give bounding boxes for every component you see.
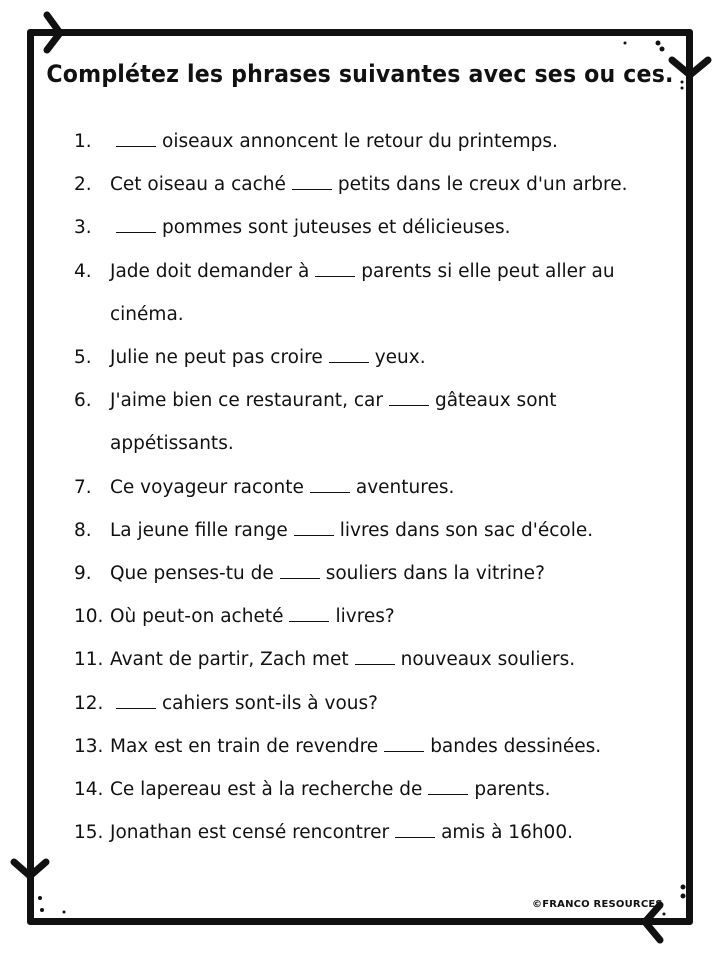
sentence-after: amis à 16h00. <box>441 822 573 844</box>
item-sentence <box>110 120 654 163</box>
answer-blank[interactable] <box>395 823 435 838</box>
item-sentence <box>110 638 654 681</box>
sentence-before: Avant de partir, Zach met <box>110 649 349 671</box>
item-number: 4. <box>74 260 92 282</box>
exercise-item <box>74 638 654 681</box>
sentence-after: oiseaux annoncent le retour du printemps. <box>162 131 558 152</box>
item-sentence <box>110 811 654 854</box>
answer-blank[interactable] <box>116 132 156 147</box>
exercise-item <box>74 811 654 854</box>
sentence-after: bandes dessinées. <box>430 735 602 757</box>
answer-blank[interactable] <box>310 478 350 493</box>
answer-blank[interactable] <box>116 218 156 233</box>
sentence-before: Où peut-on acheté <box>110 606 284 628</box>
sentence-after: parents. <box>474 779 551 801</box>
item-number: 9. <box>74 563 92 585</box>
sentence-after: livres dans son sac d'école. <box>339 519 594 541</box>
item-sentence <box>110 509 654 552</box>
exercise-item <box>74 206 654 249</box>
sentence-after: petits dans le creux d'un arbre. <box>337 174 628 196</box>
item-sentence <box>110 379 654 465</box>
sentence-after: nouveaux souliers. <box>400 649 576 671</box>
sentence-before: Ce lapereau est à la recherche de <box>110 779 423 801</box>
item-number: 3. <box>74 217 92 239</box>
sentence-after: yeux. <box>374 347 426 369</box>
exercise-item <box>74 379 654 465</box>
exercise-item <box>74 509 654 552</box>
item-number: 6. <box>74 390 92 412</box>
exercise-item <box>74 336 654 379</box>
item-sentence <box>110 466 654 509</box>
item-sentence <box>110 163 654 206</box>
answer-blank[interactable] <box>294 521 334 536</box>
answer-blank[interactable] <box>315 262 355 277</box>
exercise-item <box>74 163 654 206</box>
answer-blank[interactable] <box>428 780 468 795</box>
sentence-after: aventures. <box>355 476 455 498</box>
answer-blank[interactable] <box>355 650 395 665</box>
exercise-item <box>74 682 654 725</box>
exercise-item <box>74 120 654 163</box>
item-sentence <box>110 250 654 336</box>
item-number: 8. <box>74 519 92 541</box>
item-number: 7. <box>74 476 92 498</box>
item-number: 15. <box>74 822 104 844</box>
sentence-before: Max est en train de revendre <box>110 735 379 757</box>
sentence-before: La jeune fille range <box>110 519 288 541</box>
sentence-before: Jonathan est censé rencontrer <box>110 822 390 844</box>
sentence-after: gâteaux sont appétissants. <box>110 390 557 455</box>
item-number: 5. <box>74 347 92 369</box>
answer-blank[interactable] <box>389 391 429 406</box>
item-number: 14. <box>74 779 104 801</box>
item-number: 2. <box>74 174 92 196</box>
item-sentence <box>110 595 654 638</box>
exercise-item <box>74 466 654 509</box>
item-sentence <box>110 768 654 811</box>
item-number: 1. <box>74 131 92 152</box>
item-number: 13. <box>74 735 104 757</box>
sentence-before: J'aime bien ce restaurant, car <box>110 390 383 412</box>
item-sentence <box>110 336 654 379</box>
exercise-list <box>74 120 654 854</box>
sentence-before: Jade doit demander à <box>110 260 310 282</box>
copyright-credit: ©FRANCO RESOURCES <box>532 899 663 910</box>
exercise-item <box>74 768 654 811</box>
exercise-item <box>74 552 654 595</box>
answer-blank[interactable] <box>289 607 329 622</box>
item-sentence <box>110 552 654 595</box>
sentence-after: parents si elle peut aller au cinéma. <box>110 260 615 325</box>
sentence-before: Cet oiseau a caché <box>110 174 286 196</box>
sentence-before: Julie ne peut pas croire <box>110 347 323 369</box>
item-number: 12. <box>74 692 104 714</box>
exercise-item <box>74 725 654 768</box>
answer-blank[interactable] <box>292 175 332 190</box>
sentence-after: pommes sont juteuses et délicieuses. <box>162 217 511 239</box>
worksheet-title: Complétez les phrases suivantes avec ses ou ces. <box>46 60 674 88</box>
item-sentence <box>110 725 654 768</box>
sentence-after: cahiers sont-ils à vous? <box>162 692 378 714</box>
sentence-before: Que penses-tu de <box>110 563 274 585</box>
item-sentence <box>110 682 654 725</box>
sentence-after: livres? <box>335 606 395 628</box>
exercise-item <box>74 595 654 638</box>
item-sentence <box>110 206 654 249</box>
item-number: 11. <box>74 649 104 671</box>
sentence-after: souliers dans la vitrine? <box>325 563 545 585</box>
answer-blank[interactable] <box>116 694 156 709</box>
answer-blank[interactable] <box>329 348 369 363</box>
answer-blank[interactable] <box>384 737 424 752</box>
exercise-item <box>74 250 654 336</box>
sentence-before: Ce voyageur raconte <box>110 476 304 498</box>
answer-blank[interactable] <box>280 564 320 579</box>
item-number: 10. <box>74 606 104 628</box>
